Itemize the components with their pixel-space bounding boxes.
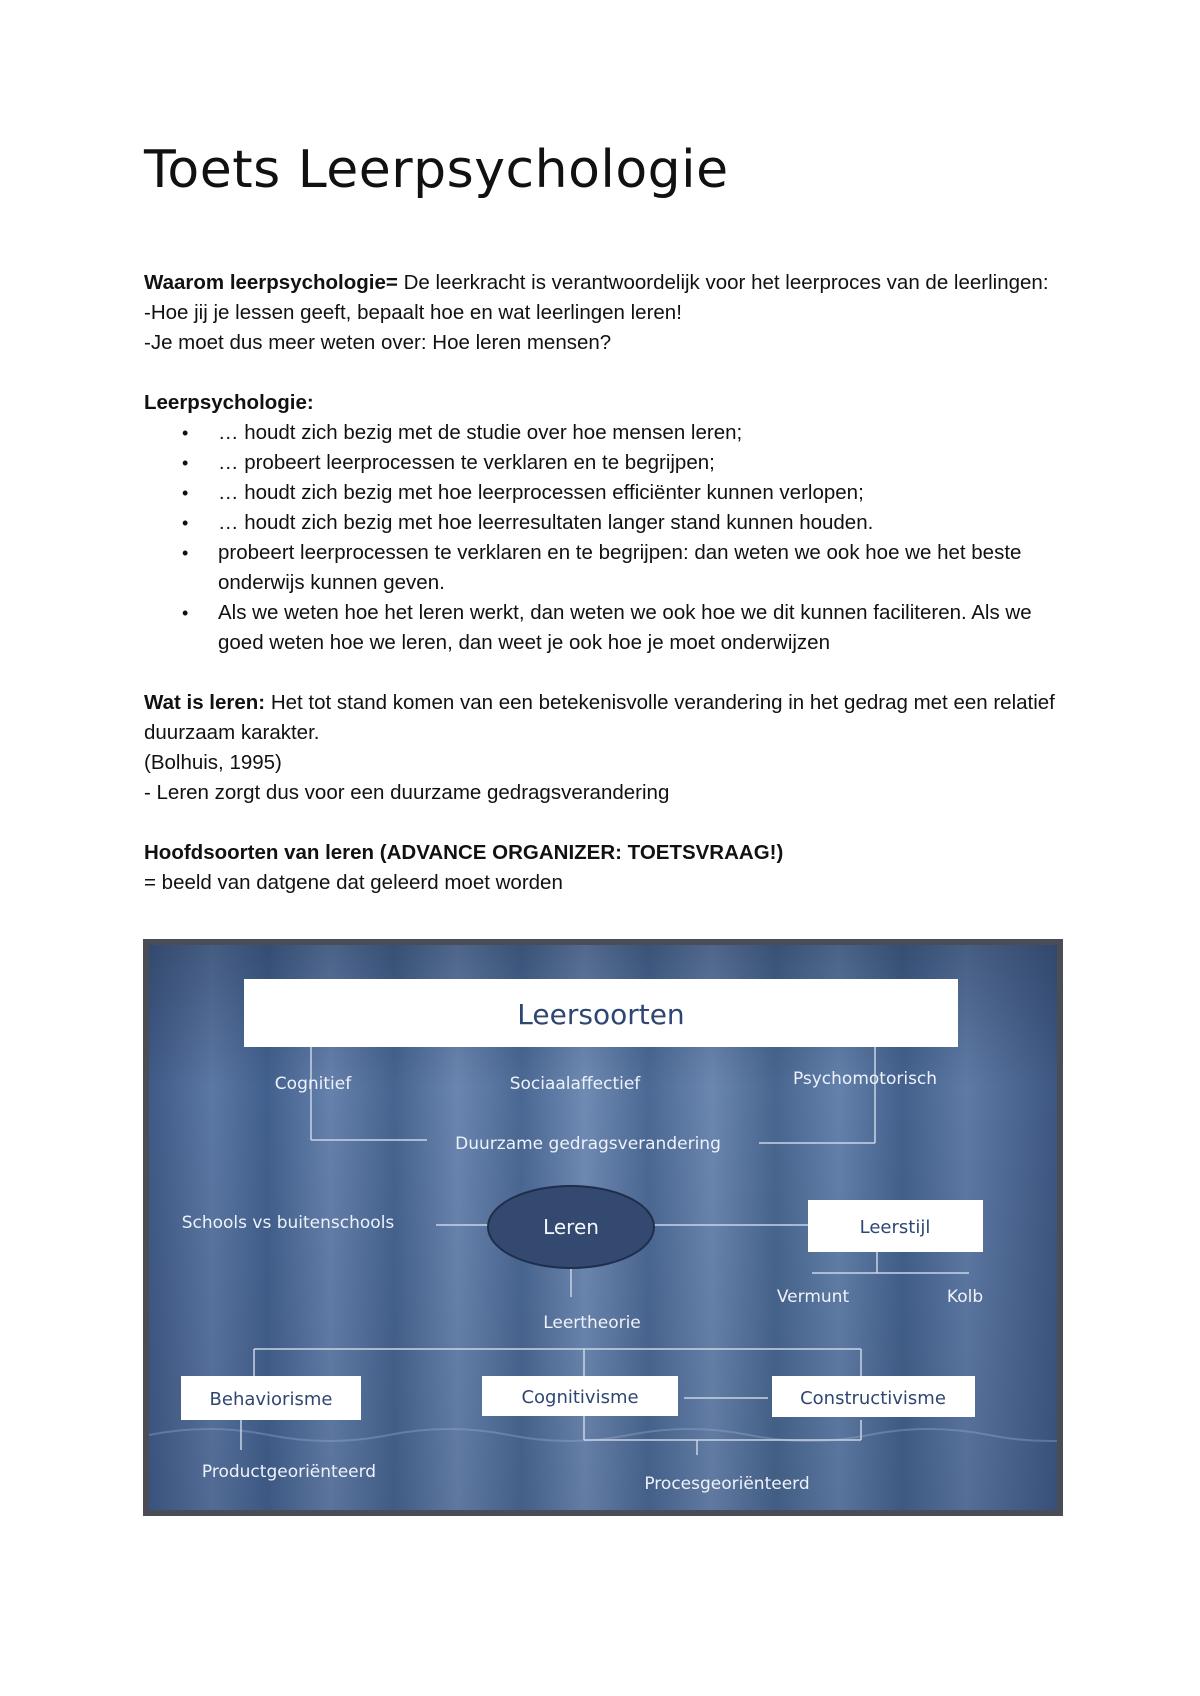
leerpsychologie-heading: Leerpsychologie:	[144, 391, 314, 414]
constructivisme-label: Constructivisme	[800, 1388, 946, 1409]
leerpsychologie-list	[144, 418, 1064, 658]
label-productgeorienteerd: Productgeoriënteerd	[201, 1462, 377, 1482]
leersoorten-diagram	[143, 939, 1063, 1516]
label-duurzame-gedragsverandering: Duurzame gedragsverandering	[455, 1134, 721, 1154]
list-item: • … houdt zich bezig met de studie over hoe mensen leren;	[144, 418, 1064, 448]
label-leertheorie: Leertheorie	[543, 1313, 641, 1333]
leren-text: Het tot stand komen van een betekenisvolle verandering in het gedrag met een relatief duurzaam karakter.	[144, 691, 1055, 744]
label-sociaalaffectief: Sociaalaffectief	[509, 1074, 641, 1094]
leersoorten-title: Leersoorten	[517, 998, 685, 1031]
list-item: • … houdt zich bezig met hoe leerresultaten langer stand kunnen houden.	[144, 508, 1064, 538]
list-item: • probeert leerprocessen te verklaren en te begrijpen: dan weten we ook hoe we het beste onderwijs kunnen geven.	[144, 538, 1064, 598]
label-kolb: Kolb	[946, 1287, 984, 1307]
label-psychomotorisch: Psychomotorisch	[792, 1069, 938, 1089]
leren-line: - Leren zorgt dus voor een duurzame gedragsverandering	[144, 781, 670, 804]
list-item: • Als we weten hoe het leren werkt, dan weten we ook hoe we dit kunnen faciliteren. Als we goed weten hoe we leren, dan weet je ook hoe je moet onderwijzen	[144, 598, 1064, 658]
list-item: • … houdt zich bezig met hoe leerprocessen efficiënter kunnen verlopen;	[144, 478, 1064, 508]
diagram-svg	[149, 945, 1057, 1510]
behaviorisme-label: Behaviorisme	[209, 1389, 333, 1410]
label-cognitief: Cognitief	[274, 1074, 352, 1094]
leren-paragraph	[144, 688, 1064, 748]
label-schools: Schools vs buitenschools	[181, 1213, 395, 1233]
document-body	[144, 268, 1064, 898]
leren-heading: Wat is leren:	[144, 691, 266, 714]
intro-line: -Hoe jij je lessen geeft, bepaalt hoe en wat leerlingen leren!	[144, 301, 682, 324]
label-vermunt: Vermunt	[776, 1287, 850, 1307]
document-title: Toets Leerpsychologie	[144, 140, 729, 200]
intro-heading: Waarom leerpsychologie=	[144, 271, 398, 294]
intro-text: De leerkracht is verantwoordelijk voor het leerproces van de leerlingen:	[397, 271, 1049, 294]
hoofdsoorten-line: = beeld van datgene dat geleerd moet worden	[144, 871, 563, 894]
leren-label: Leren	[543, 1215, 599, 1239]
hoofdsoorten-heading: Hoofdsoorten van leren (ADVANCE ORGANIZER: TOETSVRAAG!)	[144, 841, 784, 864]
label-procesgeorienteerd: Procesgeoriënteerd	[644, 1474, 810, 1494]
leren-line: (Bolhuis, 1995)	[144, 751, 282, 774]
cognitivisme-label: Cognitivisme	[521, 1387, 639, 1408]
intro-line: -Je moet dus meer weten over: Hoe leren mensen?	[144, 331, 612, 354]
list-item: • … probeert leerprocessen te verklaren en te begrijpen;	[144, 448, 1064, 478]
leerstijl-label: Leerstijl	[859, 1217, 931, 1238]
intro-paragraph	[144, 268, 1064, 298]
